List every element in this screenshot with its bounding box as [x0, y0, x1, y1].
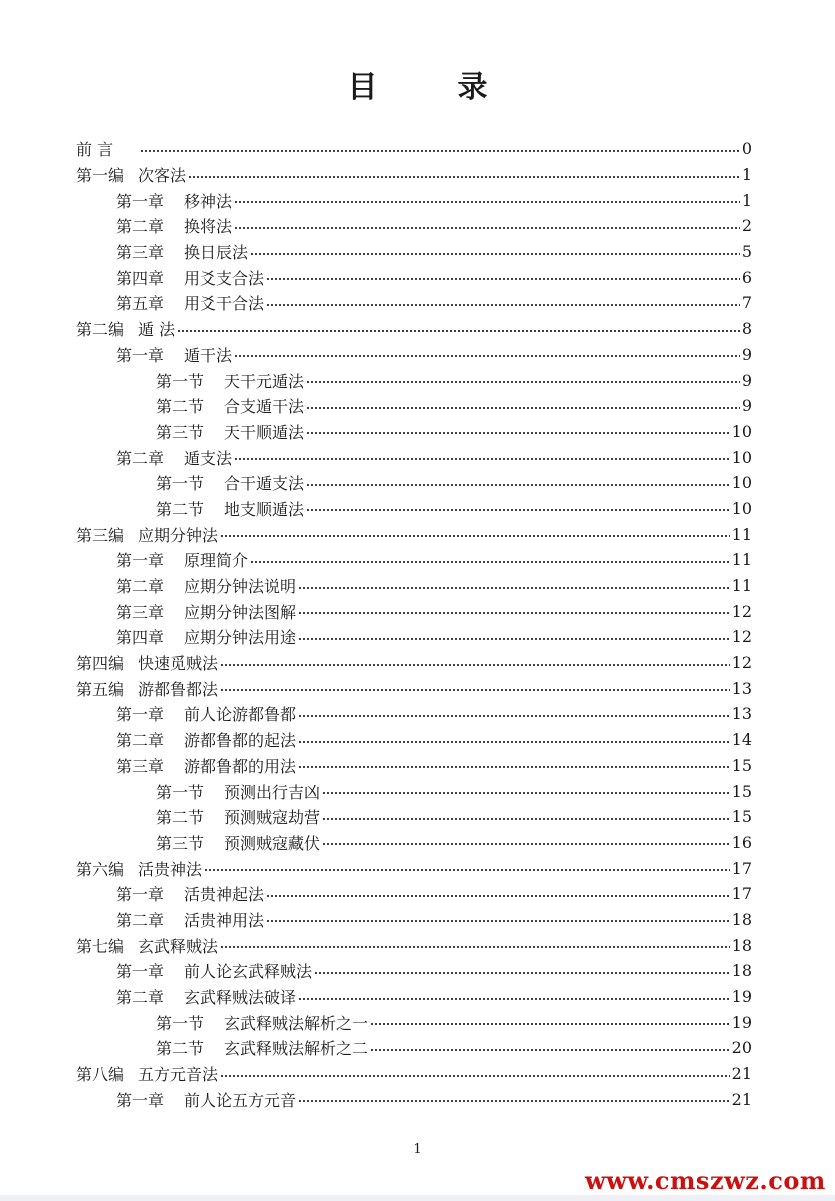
toc-entry-page: 17 [731, 884, 752, 904]
toc-leader-dots [220, 1067, 730, 1083]
toc-entry-page: 6 [741, 267, 752, 287]
toc-entry [76, 932, 752, 958]
toc-entry [76, 316, 752, 342]
toc-entry-page: 11 [731, 576, 752, 596]
toc-entry-number: 第一节 [156, 371, 205, 391]
toc-entry [76, 804, 752, 830]
toc-entry-number: 第一节 [156, 474, 205, 494]
toc-entry-page: 5 [741, 242, 752, 262]
toc-entry-page: 9 [741, 396, 752, 416]
toc-entry-title: 用爻干合法 [184, 294, 265, 314]
toc-leader-dots [266, 887, 730, 903]
toc-entry-title: 活贵神法 [138, 859, 203, 879]
toc-entry-number: 第三编 [76, 525, 125, 545]
toc-entry-title: 玄武释贼法破译 [184, 988, 297, 1008]
toc-leader-dots [314, 964, 730, 980]
toc-entry-page: 14 [731, 730, 752, 750]
toc-entry-number: 第三章 [116, 756, 165, 776]
toc-entry-number: 第一章 [116, 345, 165, 365]
toc-entry-title: 应期分钟法 [138, 525, 219, 545]
toc-leader-dots [204, 861, 730, 877]
toc-entry [76, 1035, 752, 1061]
toc-leader-dots [306, 373, 740, 389]
toc-entry-number: 第三章 [116, 243, 165, 263]
toc-leader-dots [306, 399, 740, 415]
toc-entry [76, 573, 752, 599]
toc-leader-dots [370, 1041, 730, 1057]
toc-entry-page: 17 [731, 858, 752, 878]
toc-leader-dots [234, 193, 740, 209]
toc-entry-page: 2 [741, 216, 752, 236]
toc-leader-dots [298, 1092, 730, 1108]
toc-leader-dots [298, 579, 730, 595]
toc-entry-page: 15 [731, 781, 752, 801]
toc-entry [76, 162, 752, 188]
toc-entry-page: 18 [731, 935, 752, 955]
toc-entry [76, 264, 752, 290]
toc-entry-page: 18 [731, 961, 752, 981]
toc-leader-dots [298, 604, 730, 620]
toc-entry [76, 367, 752, 393]
toc-entry [76, 342, 752, 368]
toc-entry-title: 活贵神用法 [184, 910, 265, 930]
toc-entry-title: 快速觅贼法 [138, 654, 219, 674]
toc-entry-number: 第六编 [76, 859, 125, 879]
toc-entry-page: 16 [731, 832, 752, 852]
toc-entry-number: 第四章 [116, 628, 165, 648]
toc-entry-page: 9 [741, 370, 752, 390]
toc-leader-dots [234, 347, 740, 363]
toc-entry [76, 444, 752, 470]
toc-entry-title: 预测贼寇劫营 [224, 808, 321, 828]
toc-entry-number: 第四编 [76, 654, 125, 674]
toc-entry-number: 第一章 [116, 191, 165, 211]
toc-entry-number: 第一节 [156, 782, 205, 802]
toc-entry-number: 第一编 [76, 166, 125, 186]
toc-entry-number: 第二章 [116, 910, 165, 930]
toc-entry-page: 9 [741, 344, 752, 364]
title-right-char: 录 [457, 70, 488, 105]
table-of-contents [76, 136, 752, 1112]
toc-entry [76, 187, 752, 213]
toc-entry [76, 521, 752, 547]
toc-entry-title: 玄武释贼法解析之二 [224, 1039, 369, 1059]
toc-entry-title: 前人论游都鲁都 [184, 705, 297, 725]
toc-entry [76, 213, 752, 239]
toc-entry-page: 8 [741, 319, 752, 339]
toc-entry-title: 用爻支合法 [184, 268, 265, 288]
toc-entry-title: 换将法 [184, 217, 233, 237]
toc-leader-dots [306, 476, 730, 492]
toc-entry-number: 前 言 [76, 140, 114, 160]
toc-entry-number: 第五章 [116, 294, 165, 314]
toc-entry [76, 136, 752, 162]
toc-entry [76, 239, 752, 265]
toc-entry [76, 1009, 752, 1035]
toc-entry-title: 玄武释贼法 [138, 936, 219, 956]
toc-entry-title: 预测出行吉凶 [224, 782, 321, 802]
toc-entry-number: 第三章 [116, 602, 165, 622]
toc-entry-title: 游都鲁都法 [138, 679, 219, 699]
toc-leader-dots [298, 990, 730, 1006]
toc-entry [76, 470, 752, 496]
toc-entry-title: 次客法 [138, 166, 187, 186]
toc-entry-page: 19 [731, 1012, 752, 1032]
toc-entry [76, 496, 752, 522]
title-left-char: 目 [347, 70, 378, 105]
toc-entry-page: 10 [731, 473, 752, 493]
toc-entry-page: 12 [731, 627, 752, 647]
toc-entry-title: 遁支法 [184, 448, 233, 468]
toc-entry-title: 天干顺遁法 [224, 422, 305, 442]
toc-leader-dots [306, 501, 730, 517]
toc-entry [76, 598, 752, 624]
toc-leader-dots [250, 553, 730, 569]
toc-entry [76, 778, 752, 804]
toc-entry [76, 1086, 752, 1112]
toc-leader-dots [298, 758, 730, 774]
toc-entry-page: 18 [731, 909, 752, 929]
toc-entry-title: 游都鲁都的起法 [184, 731, 297, 751]
toc-leader-dots [298, 707, 730, 723]
toc-entry-page: 11 [731, 550, 752, 570]
toc-entry [76, 907, 752, 933]
toc-leader-dots [234, 219, 740, 235]
toc-entry-number: 第一章 [116, 705, 165, 725]
toc-entry-page: 0 [741, 139, 752, 159]
toc-entry [76, 650, 752, 676]
toc-entry [76, 419, 752, 445]
toc-entry-page: 10 [731, 421, 752, 441]
toc-entry [76, 830, 752, 856]
toc-entry-number: 第二节 [156, 808, 205, 828]
toc-entry-title: 换日辰法 [184, 243, 249, 263]
bottom-band [0, 1195, 835, 1201]
toc-entry-page: 13 [731, 678, 752, 698]
toc-entry [76, 624, 752, 650]
toc-leader-dots [220, 656, 730, 672]
toc-entry-page: 21 [731, 1064, 752, 1084]
toc-entry-number: 第二章 [116, 988, 165, 1008]
toc-entry-title: 天干元遁法 [224, 371, 305, 391]
toc-entry-title: 前人论五方元音 [184, 1090, 297, 1110]
toc-entry-page: 13 [731, 704, 752, 724]
toc-entry [76, 675, 752, 701]
toc-entry-title: 应期分钟法图解 [184, 602, 297, 622]
toc-entry-title: 遁干法 [184, 345, 233, 365]
toc-entry-page: 19 [731, 987, 752, 1007]
toc-leader-dots [298, 630, 730, 646]
toc-leader-dots [298, 733, 730, 749]
toc-entry-title: 合支遁干法 [224, 397, 305, 417]
toc-entry [76, 958, 752, 984]
toc-entry [76, 727, 752, 753]
toc-entry-title: 前人论玄武释贼法 [184, 962, 313, 982]
toc-entry-page: 7 [741, 293, 752, 313]
toc-entry-title: 应期分钟法说明 [184, 577, 297, 597]
toc-entry [76, 393, 752, 419]
toc-entry-number: 第一节 [156, 1013, 205, 1033]
toc-leader-dots [250, 245, 740, 261]
toc-entry-page: 11 [731, 524, 752, 544]
toc-entry [76, 855, 752, 881]
toc-entry-number: 第二节 [156, 499, 205, 519]
toc-entry [76, 547, 752, 573]
toc-entry-page: 15 [731, 755, 752, 775]
toc-leader-dots [220, 681, 730, 697]
toc-leader-dots [220, 938, 730, 954]
toc-entry-title: 移神法 [184, 191, 233, 211]
toc-leader-dots [234, 450, 730, 466]
toc-entry-number: 第二编 [76, 320, 125, 340]
toc-entry-number: 第一章 [116, 885, 165, 905]
toc-entry-title: 活贵神起法 [184, 885, 265, 905]
toc-leader-dots [306, 424, 730, 440]
toc-entry-title: 遁 法 [138, 320, 176, 340]
toc-entry-page: 10 [731, 447, 752, 467]
toc-entry-number: 第二节 [156, 397, 205, 417]
toc-leader-dots [266, 912, 730, 928]
toc-leader-dots [322, 810, 730, 826]
toc-leader-dots [322, 835, 730, 851]
toc-entry-number: 第一章 [116, 962, 165, 982]
toc-entry-title: 原理简介 [184, 551, 249, 571]
toc-leader-dots [188, 168, 740, 184]
toc-entry-number: 第三节 [156, 422, 205, 442]
toc-entry-number: 第八编 [76, 1065, 125, 1085]
toc-entry [76, 984, 752, 1010]
toc-entry-number: 第三节 [156, 833, 205, 853]
toc-entry-number: 第四章 [116, 268, 165, 288]
toc-entry-title: 玄武释贼法解析之一 [224, 1013, 369, 1033]
toc-entry-page: 21 [731, 1089, 752, 1109]
toc-entry-number: 第二节 [156, 1039, 205, 1059]
toc-entry [76, 753, 752, 779]
toc-entry-page: 12 [731, 653, 752, 673]
toc-entry-page: 15 [731, 807, 752, 827]
toc-entry-page: 1 [741, 190, 752, 210]
toc-entry-page: 10 [731, 498, 752, 518]
toc-entry [76, 290, 752, 316]
toc-entry-page: 1 [741, 165, 752, 185]
toc-entry-title: 合干遁支法 [224, 474, 305, 494]
toc-entry-title: 预测贼寇藏伏 [224, 833, 321, 853]
toc-entry-title: 五方元音法 [138, 1065, 219, 1085]
page-number: 1 [413, 1142, 422, 1157]
toc-entry-number: 第七编 [76, 936, 125, 956]
toc-entry [76, 1061, 752, 1087]
toc-entry-title: 游都鲁都的用法 [184, 756, 297, 776]
toc-leader-dots [177, 322, 740, 338]
toc-entry-page: 12 [731, 601, 752, 621]
toc-entry-number: 第一章 [116, 551, 165, 571]
toc-leader-dots [140, 142, 740, 158]
page-title [0, 62, 835, 106]
toc-entry-title: 应期分钟法用途 [184, 628, 297, 648]
watermark-text: www.cmszwz.com [585, 1166, 826, 1195]
toc-entry-page: 20 [731, 1038, 752, 1058]
toc-entry [76, 701, 752, 727]
toc-entry-number: 第二章 [116, 448, 165, 468]
toc-leader-dots [266, 296, 740, 312]
toc-entry-number: 第二章 [116, 217, 165, 237]
toc-entry-title: 地支顺遁法 [224, 499, 305, 519]
toc-entry-number: 第二章 [116, 577, 165, 597]
toc-leader-dots [220, 527, 730, 543]
toc-leader-dots [322, 784, 730, 800]
toc-leader-dots [266, 270, 740, 286]
toc-entry-number: 第二章 [116, 731, 165, 751]
toc-entry-number: 第五编 [76, 679, 125, 699]
toc-entry-number: 第一章 [116, 1090, 165, 1110]
toc-entry [76, 881, 752, 907]
toc-leader-dots [370, 1015, 730, 1031]
